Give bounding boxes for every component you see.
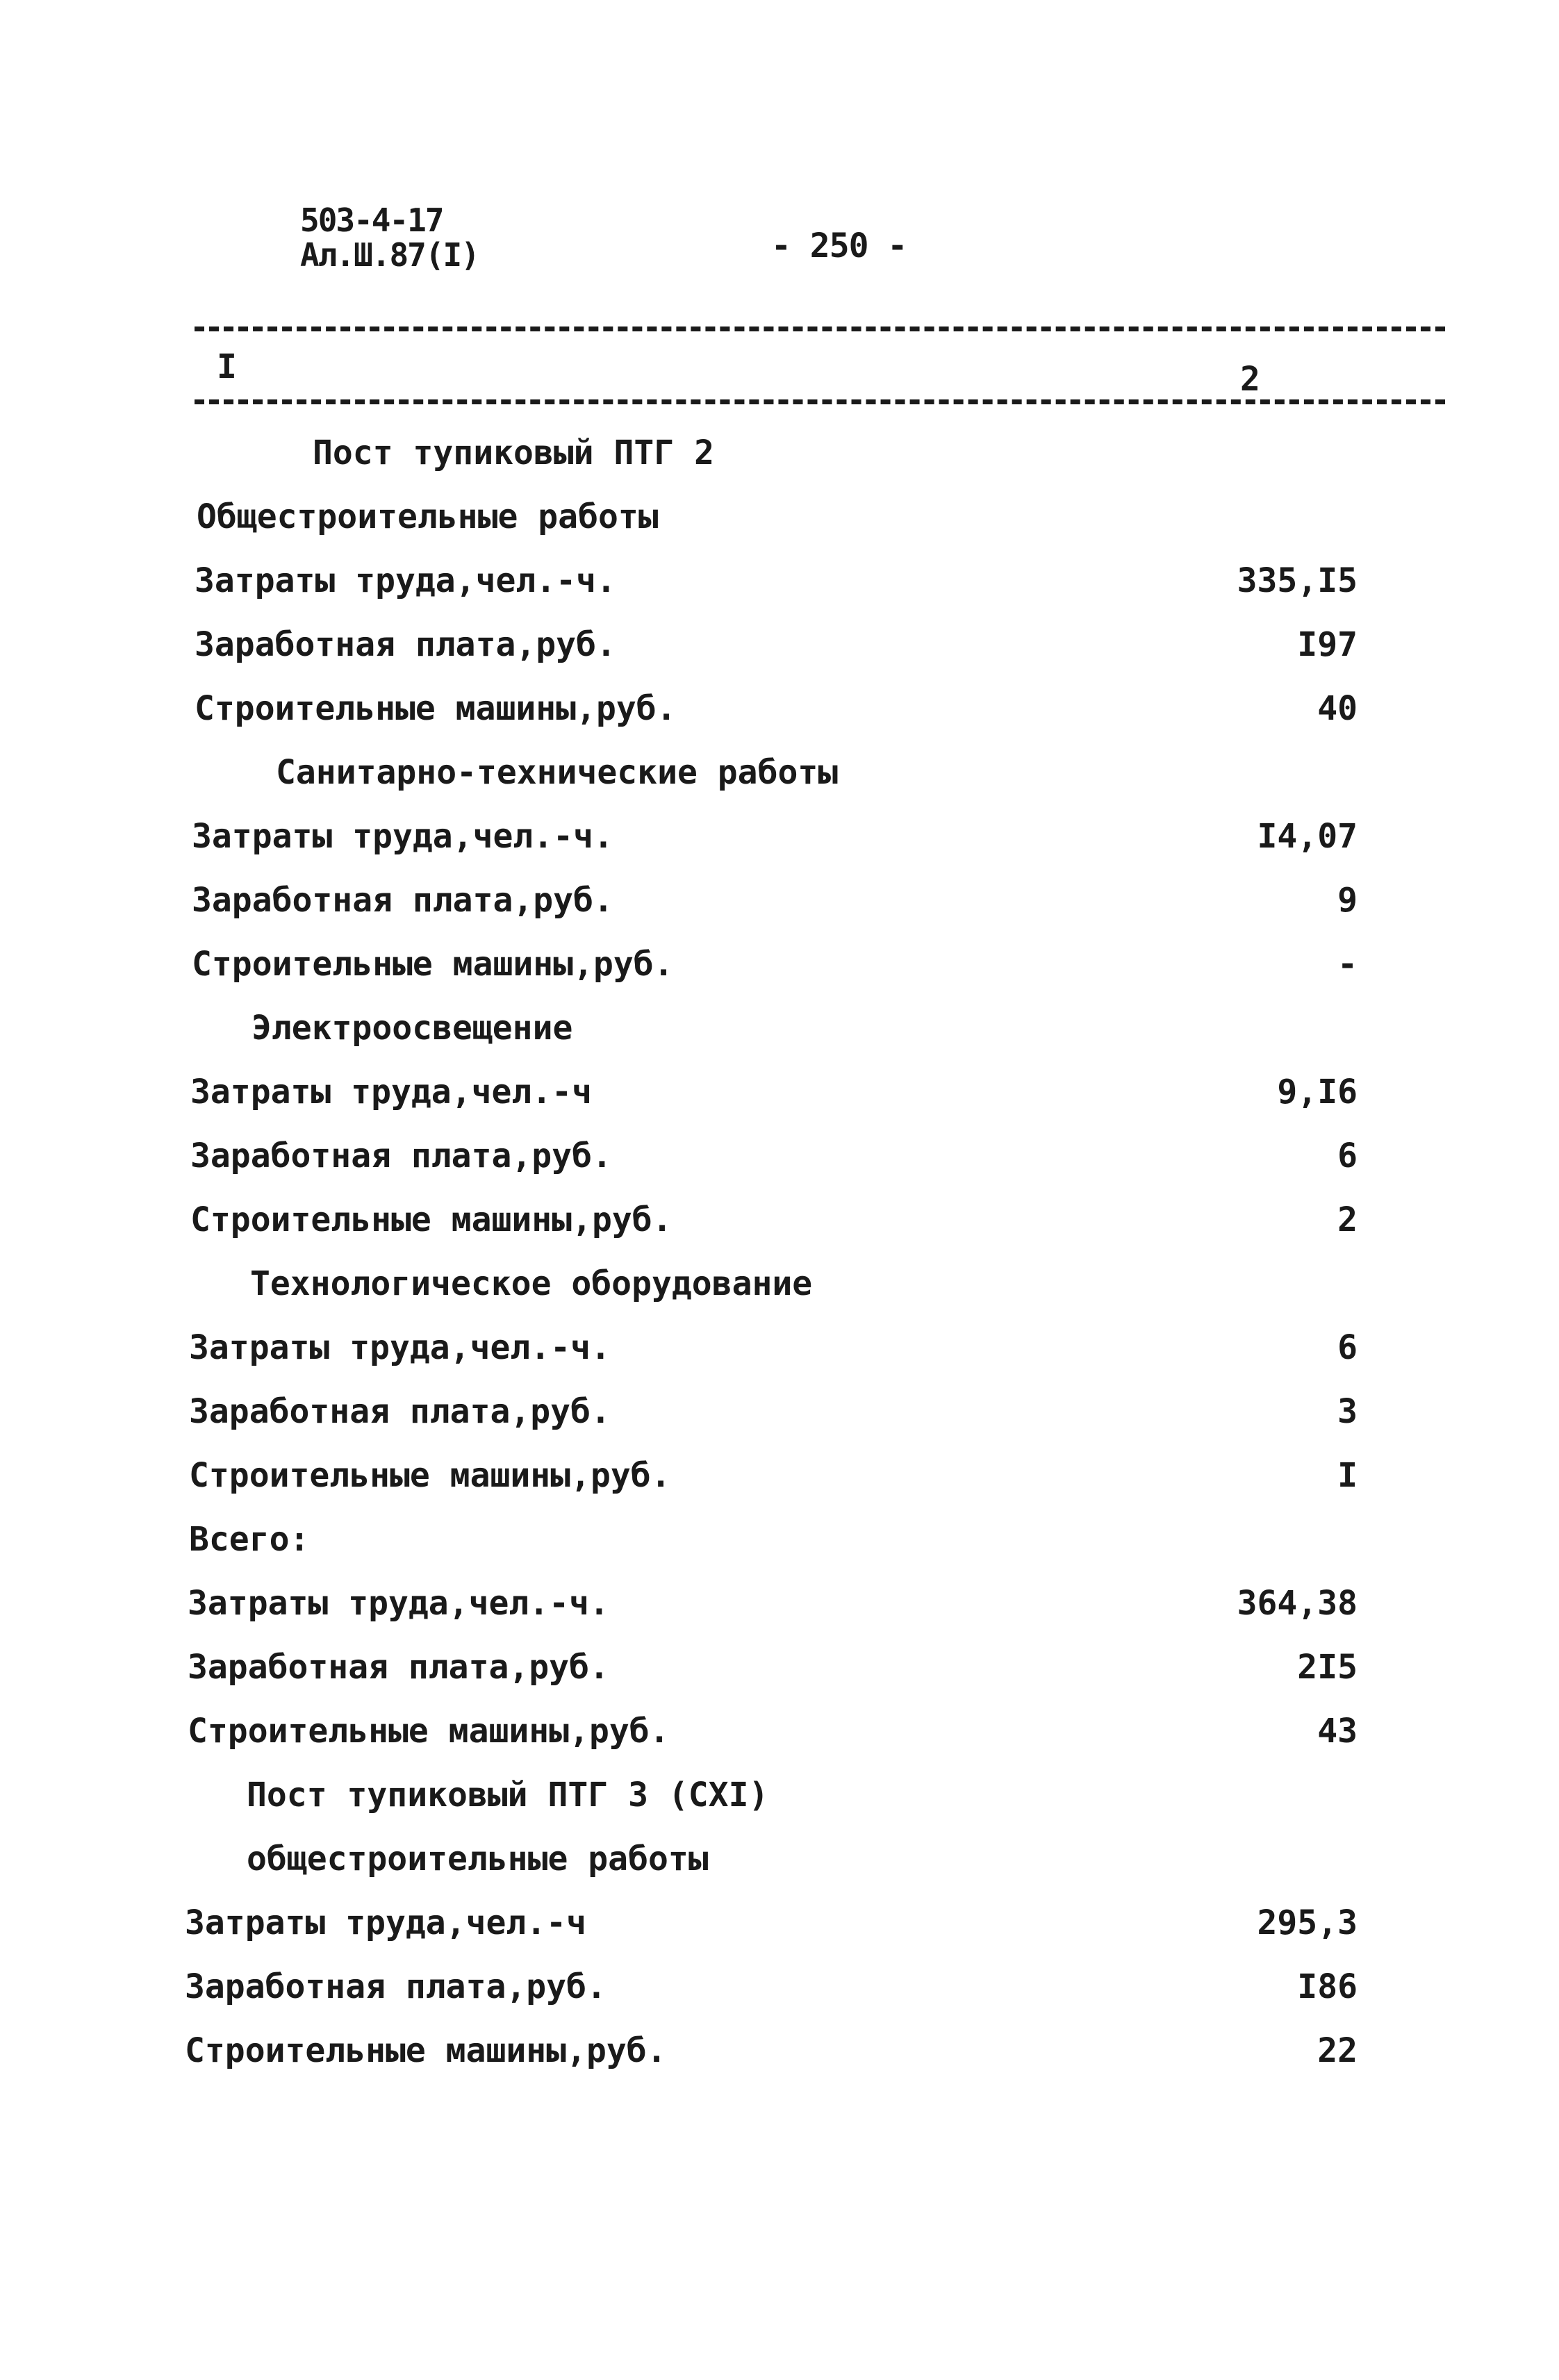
page-number: - 250 - bbox=[771, 226, 907, 265]
row-label: Затраты труда,чел.-ч. bbox=[189, 1328, 611, 1367]
subsection-heading bbox=[0, 747, 1559, 798]
row-label: Заработная плата,руб. bbox=[188, 1648, 609, 1687]
row-value: I bbox=[1337, 1456, 1358, 1495]
row-label: Строительные машины,руб. bbox=[185, 2031, 667, 2070]
table-row bbox=[0, 1387, 1559, 1437]
row-label: Строительные машины,руб. bbox=[190, 1200, 673, 1239]
table-row bbox=[0, 1962, 1559, 2012]
table-row bbox=[0, 1195, 1559, 1245]
row-label: Пост тупиковый ПТГ 2 bbox=[313, 433, 714, 472]
table-row bbox=[0, 1578, 1559, 1628]
table-row bbox=[0, 1131, 1559, 1181]
document-code-line-2: Ал.Ш.87(I) bbox=[300, 236, 479, 274]
row-value: 3 bbox=[1337, 1392, 1358, 1431]
row-label: Затраты труда,чел.-ч bbox=[190, 1073, 592, 1112]
row-value: 40 bbox=[1317, 689, 1358, 728]
row-value: 43 bbox=[1317, 1712, 1358, 1751]
row-value: - bbox=[1337, 945, 1358, 984]
table-header-rule bbox=[195, 399, 1445, 404]
column-header-1: I bbox=[217, 347, 237, 386]
table-row bbox=[0, 1067, 1559, 1117]
section-heading bbox=[0, 1770, 1559, 1820]
row-label: Строительные машины,руб. bbox=[188, 1712, 670, 1751]
row-label: Заработная плата,руб. bbox=[192, 881, 613, 920]
total-heading bbox=[0, 1514, 1559, 1564]
table-row bbox=[0, 2026, 1559, 2076]
subsection-heading bbox=[0, 1003, 1559, 1053]
row-value: 295,3 bbox=[1257, 1903, 1358, 1942]
row-label: Заработная плата,руб. bbox=[189, 1392, 611, 1431]
row-label: Заработная плата,руб. bbox=[195, 625, 616, 664]
row-label: Затраты труда,чел.-ч bbox=[185, 1903, 586, 1942]
table-row bbox=[0, 556, 1559, 606]
row-label: Строительные машины,руб. bbox=[192, 945, 674, 984]
table-row bbox=[0, 811, 1559, 861]
row-value: 2 bbox=[1337, 1200, 1358, 1239]
row-label: Затраты труда,чел.-ч. bbox=[188, 1584, 609, 1623]
column-header-2: 2 bbox=[1240, 360, 1260, 399]
row-label: Технологическое оборудование bbox=[250, 1264, 813, 1303]
row-label: Заработная плата,руб. bbox=[185, 1967, 607, 2006]
subsection-heading bbox=[0, 492, 1559, 542]
row-label: Санитарно-технические работы bbox=[276, 753, 839, 792]
row-value: I4,07 bbox=[1257, 817, 1358, 856]
document-code-line-1: 503-4-17 bbox=[300, 201, 443, 239]
subsection-heading bbox=[0, 1259, 1559, 1309]
document-code bbox=[300, 203, 479, 272]
row-label: Электроосвещение bbox=[251, 1009, 573, 1048]
row-value: 6 bbox=[1337, 1328, 1358, 1367]
row-value: 9 bbox=[1337, 881, 1358, 920]
row-value: I97 bbox=[1297, 625, 1358, 664]
row-label: Строительные машины,руб. bbox=[189, 1456, 671, 1495]
row-label: Затраты труда,чел.-ч. bbox=[195, 561, 616, 600]
row-value: 22 bbox=[1317, 2031, 1358, 2070]
row-value: I86 bbox=[1297, 1967, 1358, 2006]
row-label: Пост тупиковый ПТГ 3 (CXI) bbox=[247, 1776, 769, 1815]
row-value: 6 bbox=[1337, 1137, 1358, 1175]
table-row bbox=[0, 1642, 1559, 1692]
row-label: Строительные машины,руб. bbox=[195, 689, 677, 728]
row-label: Заработная плата,руб. bbox=[190, 1137, 612, 1175]
subsection-heading bbox=[0, 1834, 1559, 1884]
table-row bbox=[0, 1323, 1559, 1373]
row-value: 2I5 bbox=[1297, 1648, 1358, 1687]
row-value: 335,I5 bbox=[1237, 561, 1358, 600]
table-row bbox=[0, 1706, 1559, 1756]
row-value: 364,38 bbox=[1237, 1584, 1358, 1623]
section-heading bbox=[0, 428, 1559, 478]
row-label: Общестроительные работы bbox=[197, 497, 659, 536]
row-label: общестроительные работы bbox=[247, 1840, 709, 1878]
table-top-rule bbox=[195, 327, 1445, 331]
table-row bbox=[0, 620, 1559, 670]
table-row bbox=[0, 1898, 1559, 1948]
table-row bbox=[0, 875, 1559, 925]
row-label: Всего: bbox=[189, 1520, 310, 1559]
row-label: Затраты труда,чел.-ч. bbox=[192, 817, 613, 856]
table-row bbox=[0, 684, 1559, 734]
row-value: 9,I6 bbox=[1277, 1073, 1358, 1112]
table-row bbox=[0, 1451, 1559, 1501]
table-row bbox=[0, 939, 1559, 989]
